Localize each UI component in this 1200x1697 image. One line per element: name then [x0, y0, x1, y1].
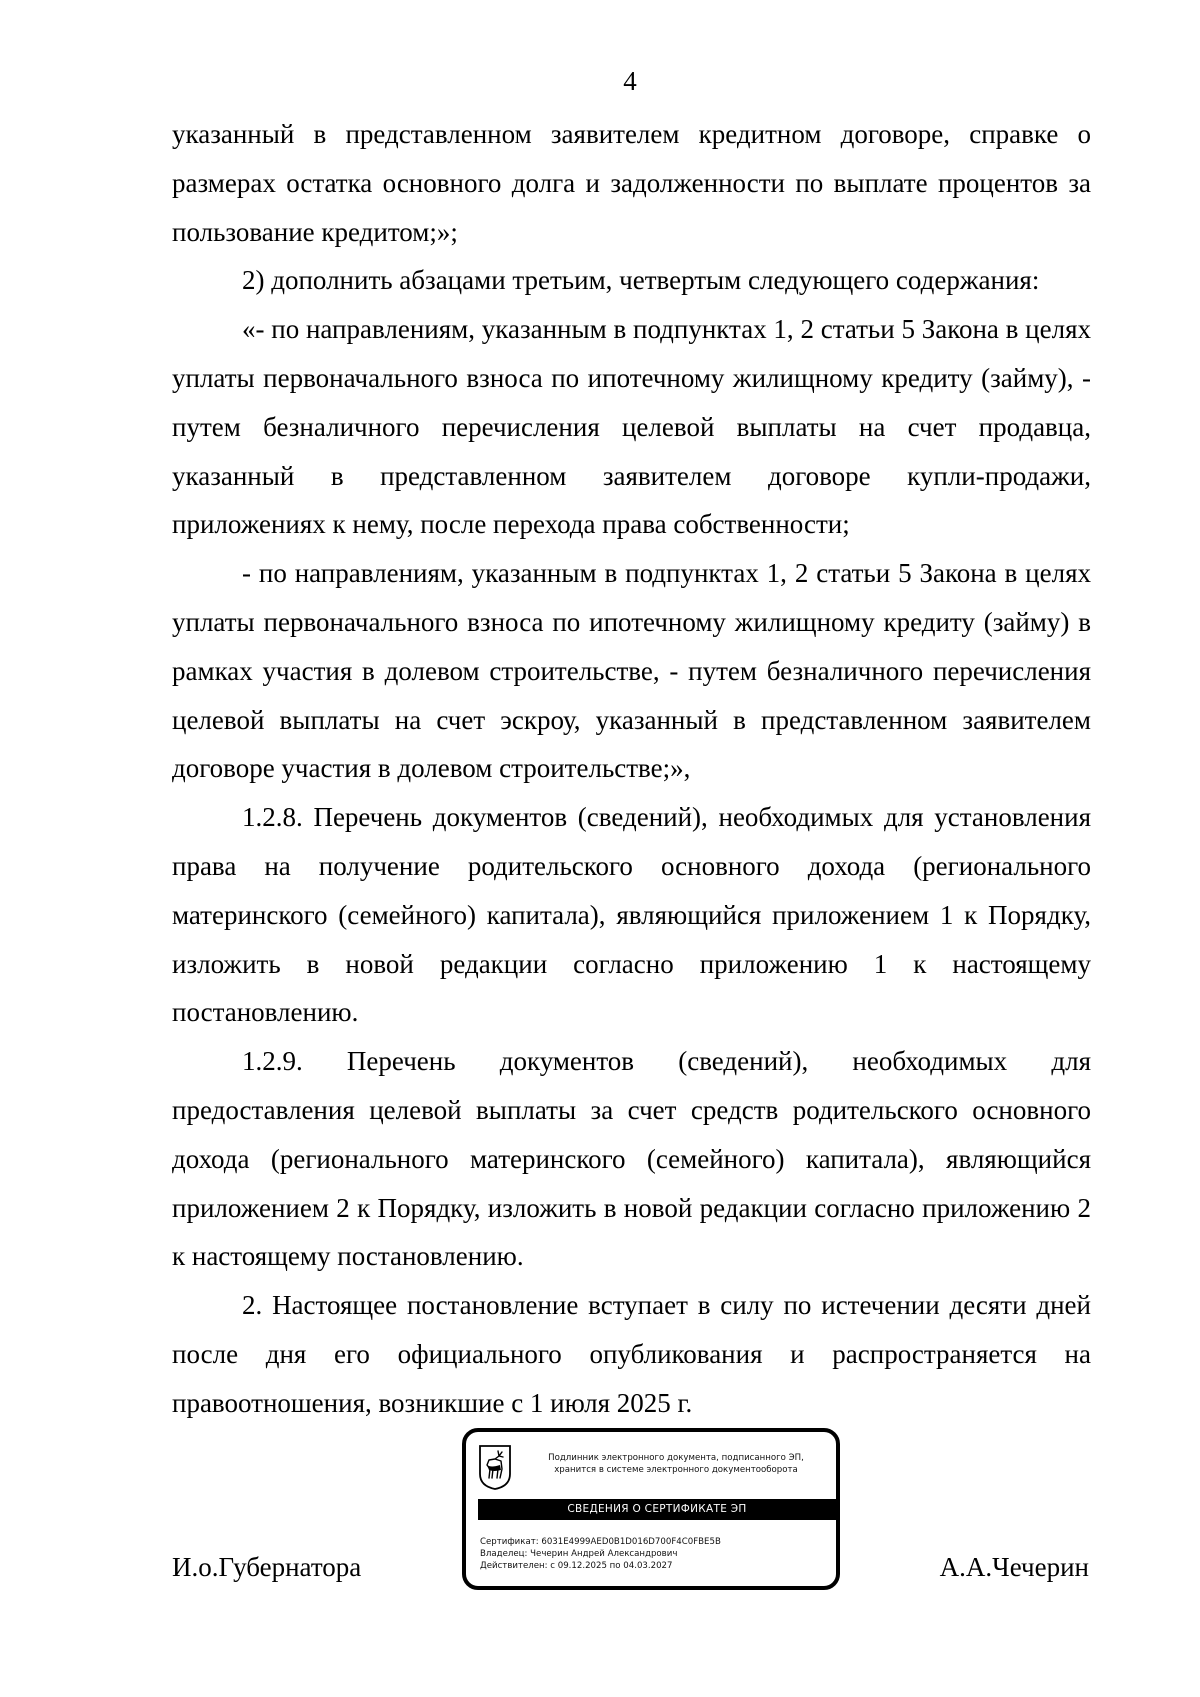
stamp-title-bar: СВЕДЕНИЯ О СЕРТИФИКАТЕ ЭП [478, 1499, 836, 1520]
stamp-details [480, 1537, 830, 1572]
stamp-certificate: Сертификат: 6031E4999AED0B1D016D700F4C0FBE5B [480, 1537, 721, 1547]
paragraph-1: указанный в представленном заявителем кредитном договоре, справке о размерах остатка основного долга и задолженности по выплате процентов за пользование кредитом;»; [172, 119, 1091, 247]
deer-coat-of-arms-icon [478, 1444, 512, 1490]
paragraph-2: 2) дополнить абзацами третьим, четвертым следующего содержания: [242, 265, 1040, 296]
signatory-position: И.о.Губернатора [172, 1552, 362, 1582]
paragraph-4: - по направлениям, указанным в подпунктах 1, 2 статьи 5 Закона в целях уплаты первоначального взноса по ипотечному жилищному кредиту (займу) в рамках участия в долевом строительстве, - путем безналичного перечисления целевой выплаты на счет эскроу, указанный в представленном заявителем договоре участия в долевом строительстве;», [172, 558, 1091, 784]
stamp-header-line-2: хранится в системе электронного документооборота [554, 1465, 798, 1475]
document-body [172, 110, 1091, 1428]
electronic-signature-stamp [462, 1428, 840, 1590]
paragraph-7: 2. Настоящее постановление вступает в силу по истечении десяти дней после дня его официального опубликования и распространяется на правоотношения, возникшие с 1 июля 2025 г. [172, 1290, 1091, 1418]
signatory-name: А.А.Чечерин [939, 1552, 1089, 1582]
stamp-header [518, 1452, 834, 1476]
stamp-owner: Владелец: Чечерин Андрей Александрович [480, 1548, 678, 1559]
page-number: 4 [623, 66, 637, 96]
paragraph-5: 1.2.8. Перечень документов (сведений), необходимых для установления права на получение родительского основного дохода (регионального материнского (семейного) капитала), являющийся приложением 1 к Порядку, изложить в новой редакции согласно приложению 1 к настоящему постановлению. [172, 802, 1091, 1028]
stamp-header-line-1: Подлинник электронного документа, подписанного ЭП, [548, 1453, 804, 1463]
paragraph-6: 1.2.9. Перечень документов (сведений), необходимых для предоставления целевой выплаты за счет средств родительского основного дохода (регионального материнского (семейного) капитала), являющийся приложением 2 к Порядку, изложить в новой редакции согласно приложению 2 к настоящему постановлению. [172, 1046, 1091, 1272]
paragraph-3: «- по направлениям, указанным в подпунктах 1, 2 статьи 5 Закона в целях уплаты первоначального взноса по ипотечному жилищному кредиту (займу), - путем безналичного перечисления целевой выплаты на счет продавца, указанный в представленном заявителем договоре купли-продажи, приложениях к нему, после перехода права собственности; [172, 314, 1091, 540]
stamp-validity: Действителен: с 09.12.2025 по 04.03.2027 [480, 1560, 673, 1571]
